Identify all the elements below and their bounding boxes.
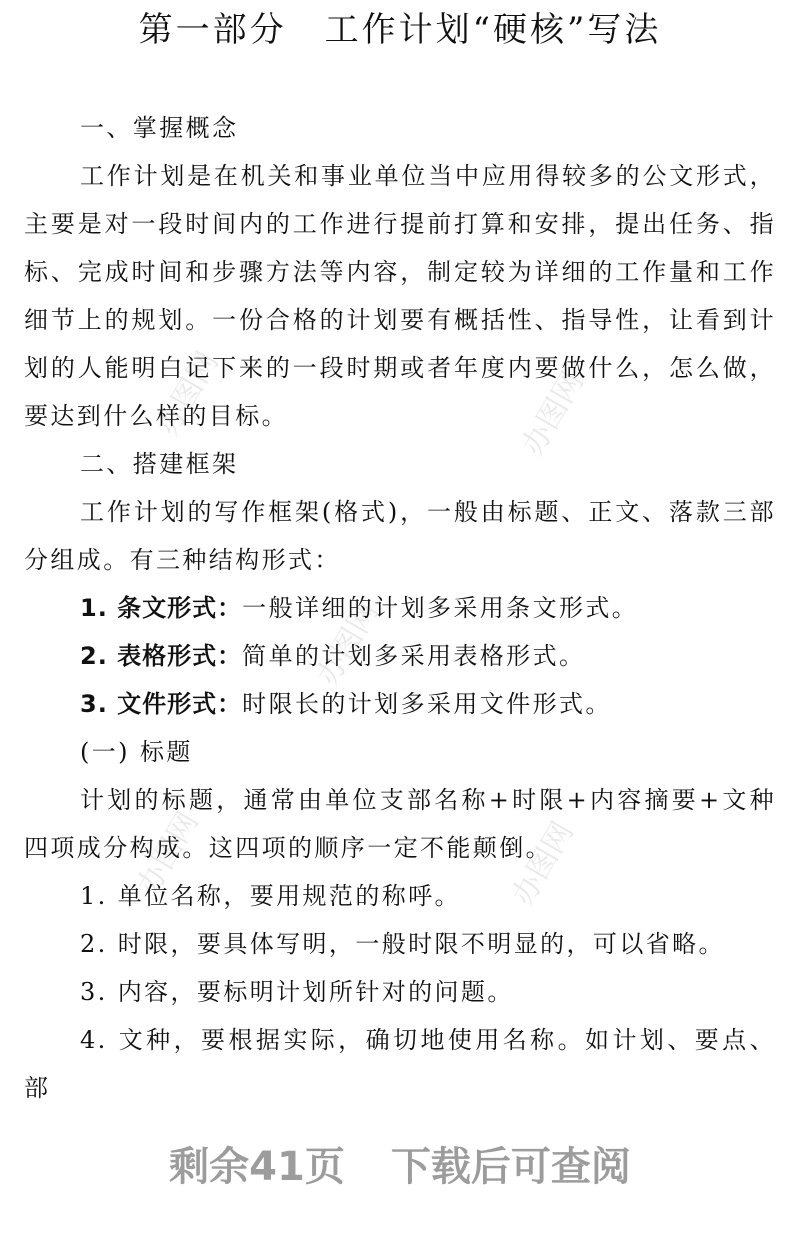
form-text: 时限长的计划多采用文件形式。	[242, 690, 612, 718]
paragraph: 计划的标题，通常由单位支部名称+时限+内容摘要+文种四项成分构成。这四项的顺序一定不能颠倒。	[24, 786, 776, 862]
list-item: 4. 文种，要根据实际，确切地使用名称。如计划、要点、部	[24, 1026, 776, 1102]
form-text: 简单的计划多采用表格形式。	[242, 642, 586, 670]
list-item: 2. 时限，要具体写明，一般时限不明显的，可以省略。	[80, 930, 725, 958]
watermark: 办图网	[505, 816, 581, 912]
form-label: 1. 条文形式：	[80, 594, 243, 622]
page-title	[0, 2, 800, 51]
form-label: 2. 表格形式：	[80, 642, 243, 670]
structure-form-item	[24, 632, 776, 680]
structure-form-item	[24, 584, 776, 632]
section-heading: 二、搭建框架	[80, 450, 239, 478]
watermark: 办图网	[130, 806, 206, 902]
watermark: 办图网	[150, 346, 226, 442]
document-body	[24, 104, 776, 1112]
form-label: 3. 文件形式：	[80, 690, 243, 718]
list-item: 1. 单位名称，要用规范的称呼。	[80, 882, 461, 910]
watermark: 办图网	[310, 596, 386, 692]
download-hint: 下载后可查阅	[390, 1144, 631, 1190]
title-part: 第一部分	[138, 10, 287, 50]
subsection-heading: (一) 标题	[80, 738, 193, 766]
title-topic: 工作计划“硬核”写法	[324, 10, 662, 50]
paragraph: 工作计划是在机关和事业单位当中应用得较多的公文形式，主要是对一段时间内的工作进行提前打算和安排，提出任务、指标、完成时间和步骤方法等内容，制定较为详细的工作量和工作细节上的规划。一份合格的计划要有概括性、指导性，让看到计划的人能明白记下来的一段时期或者年度内要做什么，怎么做，要达到什么样的目标。	[24, 162, 776, 430]
download-prompt[interactable]	[0, 1135, 800, 1192]
watermark: 办图网	[515, 366, 591, 462]
paragraph: 工作计划的写作框架(格式)，一般由标题、正文、落款三部分组成。有三种结构形式：	[24, 498, 776, 574]
remaining-pages: 剩余41页	[169, 1144, 345, 1190]
structure-form-item	[24, 680, 776, 728]
list-item: 3. 内容，要标明计划所针对的问题。	[80, 978, 514, 1006]
form-text: 一般详细的计划多采用条文形式。	[242, 594, 639, 622]
section-heading: 一、掌握概念	[80, 114, 239, 142]
